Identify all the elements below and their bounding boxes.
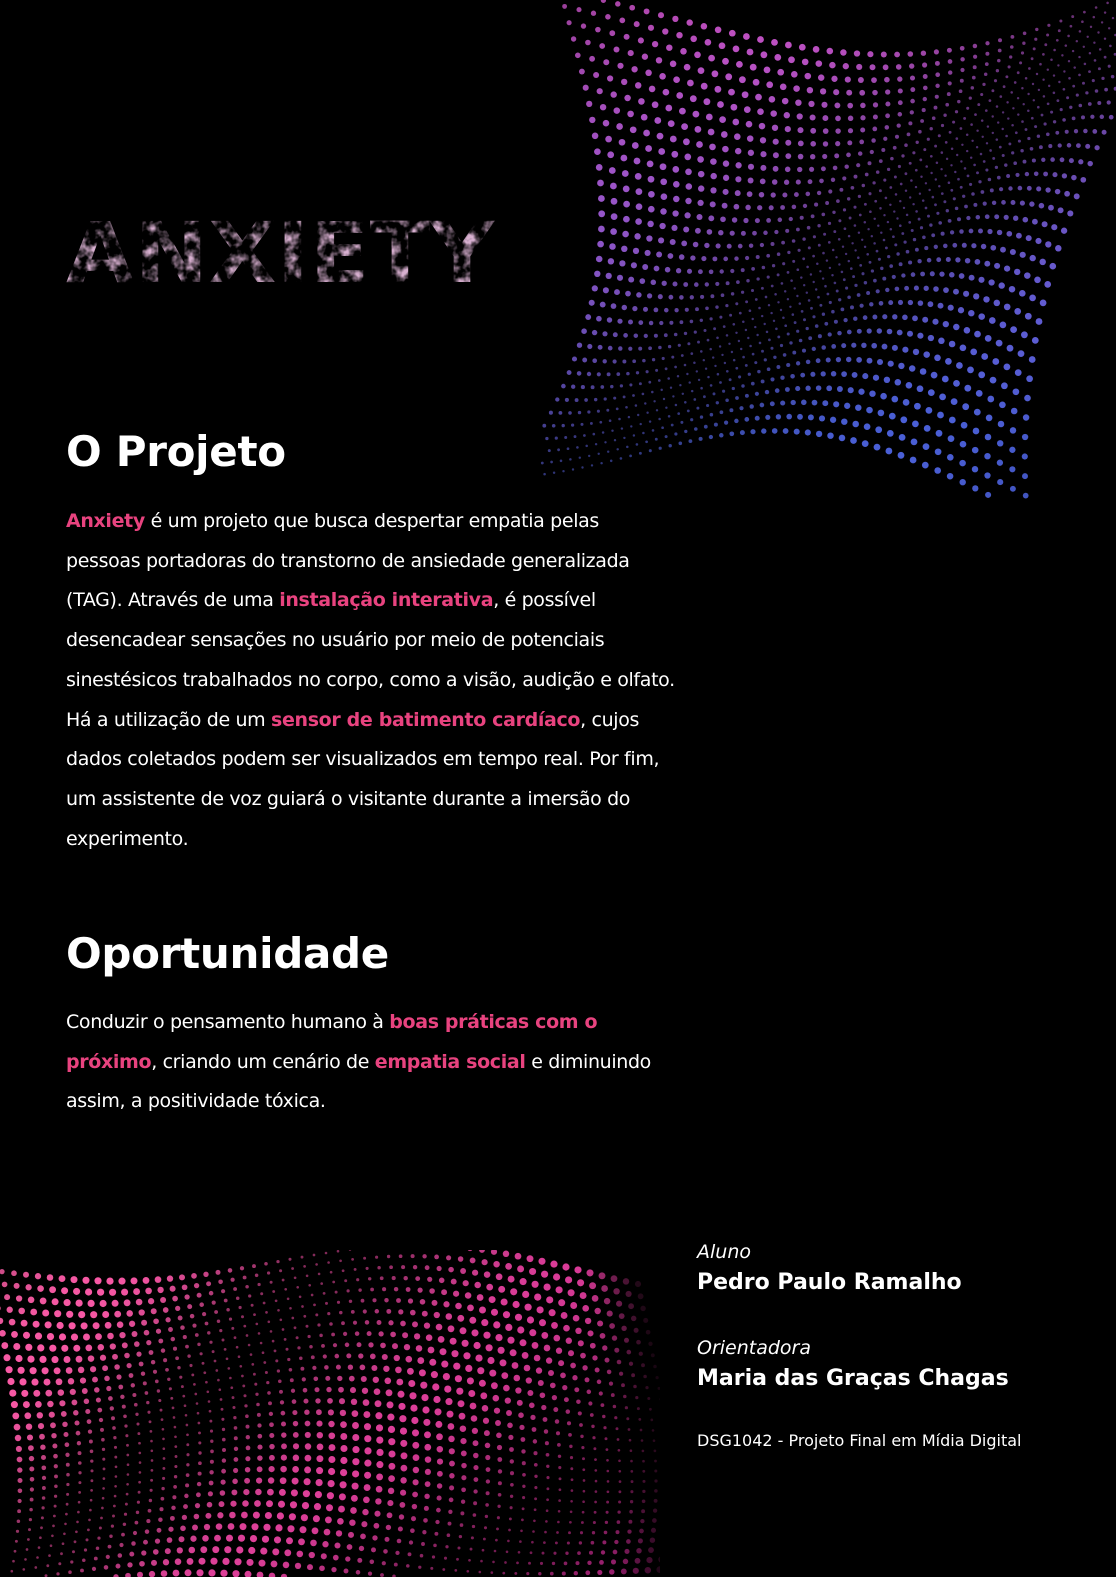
projeto-paragraph: [66, 502, 676, 859]
oportunidade-highlight-boas-praticas: boas práticas com o próximo: [66, 1011, 598, 1073]
course-code: DSG1042 - Projeto Final em Mídia Digital: [697, 1431, 1022, 1450]
anxiety-title-logo: [64, 200, 504, 296]
student-label: Aluno: [697, 1241, 751, 1263]
student-name: Pedro Paulo Ramalho: [697, 1270, 962, 1295]
oportunidade-text-1: Conduzir o pensamento humano à: [66, 1011, 390, 1033]
section-projeto: [66, 426, 676, 859]
credit-advisor: [697, 1336, 1107, 1394]
projeto-text-2: , é possível desencadear sensações no usuário por meio de potenciais sinestésicos trabalhados no corpo, como a visão, audição e olfato. Há a utilização de um: [66, 589, 675, 731]
section-oportunidade: [66, 928, 676, 1122]
oportunidade-paragraph: [66, 1003, 676, 1122]
oportunidade-text-3: e diminuindo assim, a positividade tóxica.: [66, 1050, 651, 1113]
projeto-text-1: é um projeto que busca despertar empatia pelas pessoas portadoras do transtorno de ansiedade generalizada (TAG). Através de uma: [66, 510, 630, 612]
projeto-highlight-instalacao: instalação interativa: [279, 589, 494, 612]
credit-student: [697, 1240, 1107, 1298]
credits: [697, 1240, 1107, 1452]
advisor-label: Orientadora: [697, 1337, 812, 1359]
oportunidade-text-2: , criando um cenário de: [151, 1050, 375, 1073]
oportunidade-heading: Oportunidade: [66, 929, 389, 978]
oportunidade-highlight-empatia: empatia social: [374, 1050, 526, 1073]
advisor-name: Maria das Graças Chagas: [697, 1366, 1009, 1391]
projeto-heading: O Projeto: [66, 427, 286, 476]
projeto-highlight-anxiety: Anxiety: [66, 510, 145, 532]
bottom-dotted-wave-graphic: [0, 1250, 660, 1577]
title-text: ANXIETY: [66, 204, 496, 296]
projeto-highlight-sensor: sensor de batimento cardíaco: [271, 708, 581, 731]
projeto-text-3: , cujos dados coletados podem ser visualizados em tempo real. Por fim, um assistente de voz guiará o visitante durante a imersão do experimento.: [66, 708, 660, 850]
